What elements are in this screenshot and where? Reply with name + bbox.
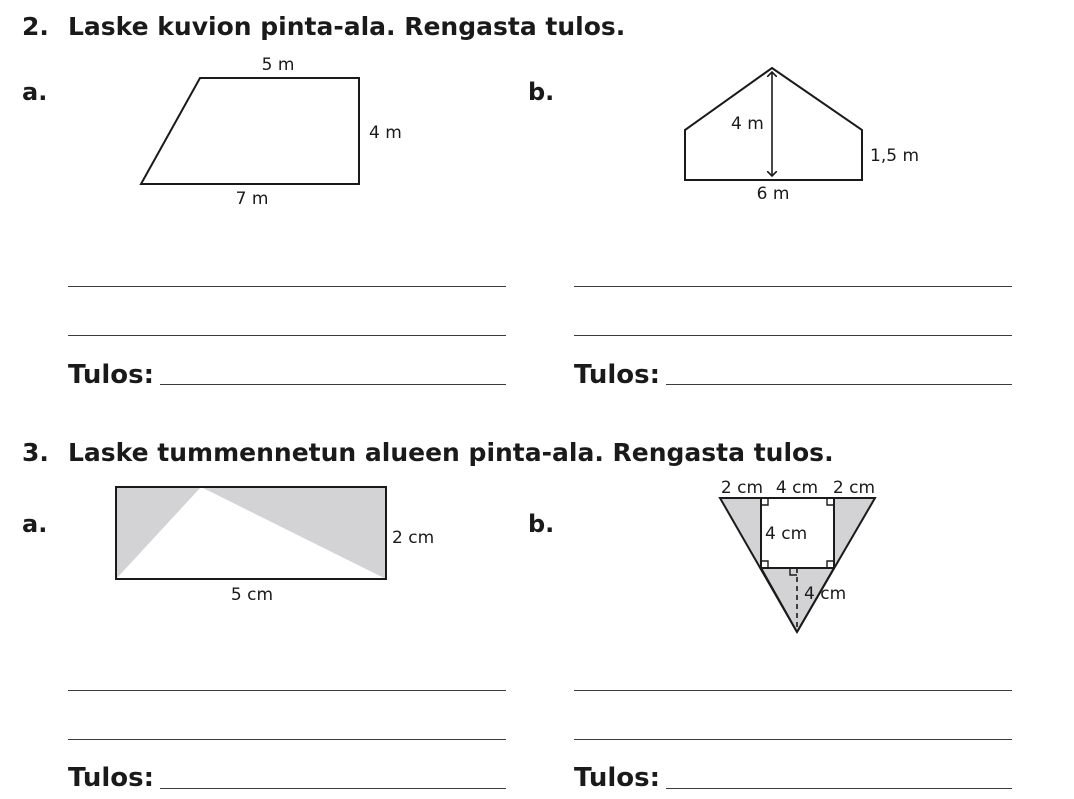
task2-number: 2.: [22, 12, 49, 41]
task3a-answer-line-1[interactable]: [68, 690, 506, 691]
task2b-pentagon: [685, 68, 862, 180]
task2a-bottom-label: 7 m: [235, 189, 269, 209]
task2b-result-label: Tulos:: [574, 360, 661, 390]
task2-title: Laske kuvion pinta-ala. Rengasta tulos.: [68, 12, 626, 41]
task3b-letter: b.: [528, 510, 555, 538]
task2b-answer-line-1[interactable]: [574, 286, 1012, 287]
task3-number: 3.: [22, 438, 49, 467]
task2a-result-line[interactable]: [160, 384, 506, 385]
task3b-result-line[interactable]: [666, 788, 1012, 789]
task3b-height-label: 4 cm: [804, 584, 847, 604]
task3-title: Laske tummennetun alueen pinta-ala. Rengasta tulos.: [68, 438, 834, 467]
task3a-side-label: 2 cm: [392, 528, 435, 548]
task2b-answer-line-2[interactable]: [574, 335, 1012, 336]
task3b-result-label: Tulos:: [574, 763, 661, 793]
task3b-top-mid-label: 4 cm: [775, 478, 819, 498]
task2a-answer-line-2[interactable]: [68, 335, 506, 336]
task3a-letter: a.: [22, 510, 48, 538]
task3b-square-label: 4 cm: [765, 524, 808, 544]
task2b-side-label: 1,5 m: [870, 146, 919, 166]
task2a-side-label: 4 m: [369, 123, 402, 143]
task3b-answer-line-1[interactable]: [574, 690, 1012, 691]
task2a-top-label: 5 m: [261, 55, 295, 75]
task2a-trapezoid: [141, 78, 359, 184]
task2b-height-label: 4 m: [731, 114, 764, 134]
task3b-top-right-label: 2 cm: [832, 478, 876, 498]
task3b-answer-line-2[interactable]: [574, 739, 1012, 740]
task2b-result-line[interactable]: [666, 384, 1012, 385]
task3b-triangle: [720, 498, 875, 632]
task2a-answer-line-1[interactable]: [68, 286, 506, 287]
task3a-answer-line-2[interactable]: [68, 739, 506, 740]
task2a-result-label: Tulos:: [68, 360, 155, 390]
task3a-result-label: Tulos:: [68, 763, 155, 793]
task3a-result-line[interactable]: [160, 788, 506, 789]
task3b-top-left-label: 2 cm: [720, 478, 764, 498]
task3a-bottom-label: 5 cm: [230, 585, 274, 605]
task3a-rectangle: [116, 487, 386, 579]
task2a-letter: a.: [22, 78, 48, 106]
task2b-base-label: 6 m: [756, 184, 790, 204]
task2b-letter: b.: [528, 78, 555, 106]
